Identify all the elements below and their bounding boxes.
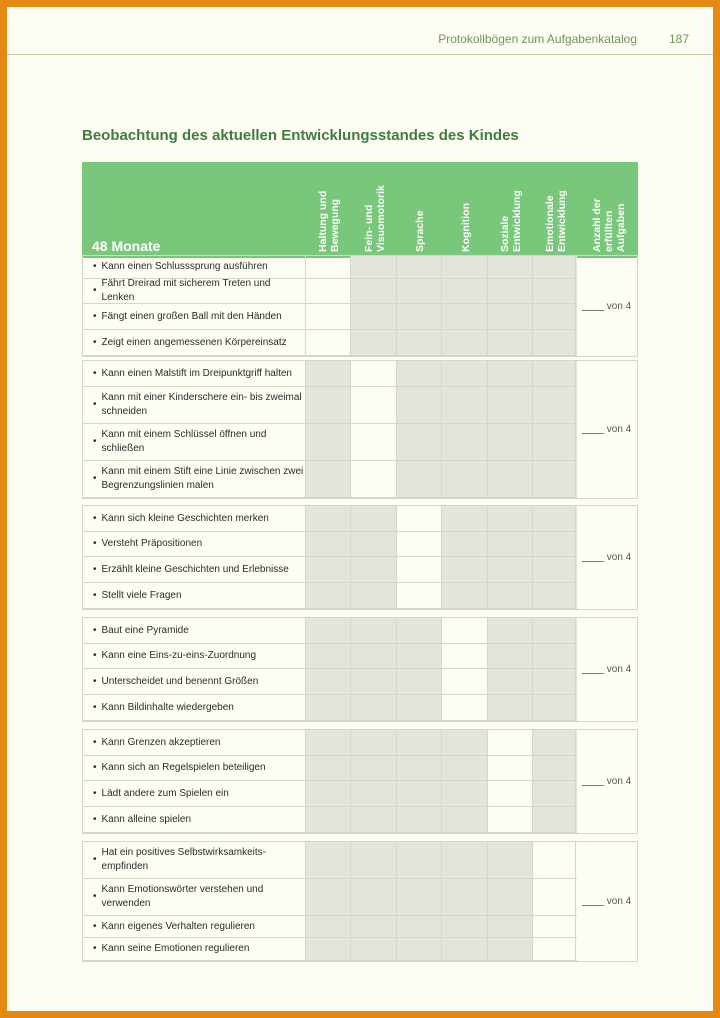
shaded-cell	[532, 424, 577, 460]
shaded-cell	[441, 781, 487, 806]
table-row	[83, 387, 577, 424]
count-blank-line[interactable]	[582, 302, 604, 311]
check-cell[interactable]	[532, 842, 577, 878]
shaded-cell	[396, 256, 441, 278]
bullet-icon: •	[93, 920, 97, 932]
task-text: Kann alleine spielen	[101, 813, 192, 825]
bullet-icon: •	[93, 589, 97, 601]
task-label	[83, 879, 305, 915]
shaded-cell	[350, 279, 396, 303]
shaded-cell	[350, 583, 396, 608]
running-title: Protokollbögen zum Aufgabenkatalog	[438, 32, 637, 46]
bullet-icon: •	[93, 399, 97, 410]
age-label: 48 Monate	[92, 238, 161, 254]
shaded-cell	[350, 916, 396, 937]
task-text: Kann mit einem Schlüssel öffnen und schließen	[101, 429, 267, 454]
shaded-cell	[305, 532, 350, 556]
table-row	[83, 730, 577, 756]
count-suffix: von 4	[606, 896, 632, 907]
bullet-icon: •	[93, 285, 97, 296]
task-text: Kann eigenes Verhalten regulieren	[101, 920, 255, 932]
task-label	[83, 361, 305, 386]
task-text: Kann einen Malstift im Dreipunktgriff halten	[101, 367, 292, 379]
shaded-cell	[441, 807, 487, 832]
shaded-cell	[487, 583, 532, 608]
task-label	[83, 387, 305, 423]
check-cell[interactable]	[350, 461, 396, 497]
shaded-cell	[487, 842, 532, 878]
shaded-cell	[487, 557, 532, 582]
shaded-cell	[305, 756, 350, 780]
table-row	[83, 256, 577, 279]
table-row	[83, 279, 577, 304]
shaded-cell	[532, 756, 577, 780]
shaded-cell	[396, 730, 441, 755]
task-text: Stellt viele Fragen	[101, 589, 182, 601]
shaded-cell	[396, 781, 441, 806]
count-suffix: von 4	[606, 664, 632, 675]
shaded-cell	[532, 644, 577, 668]
task-text: Lädt andere zum Spielen ein	[101, 787, 229, 799]
shaded-cell	[441, 532, 487, 556]
count-blank-line[interactable]	[582, 897, 604, 906]
fulfilled-count-cell[interactable]	[575, 361, 637, 498]
count-blank-line[interactable]	[582, 553, 604, 562]
shaded-cell	[487, 695, 532, 720]
shaded-cell	[487, 938, 532, 960]
check-cell[interactable]	[532, 916, 577, 937]
bullet-icon: •	[93, 624, 97, 636]
col-header-kognition: Kognition	[460, 203, 472, 252]
task-label	[83, 506, 305, 531]
table-row	[83, 304, 577, 330]
shaded-cell	[350, 330, 396, 355]
bullet-icon: •	[93, 891, 97, 902]
task-label	[83, 807, 305, 832]
bullet-icon: •	[93, 701, 97, 713]
check-cell[interactable]	[350, 387, 396, 423]
task-text: Kann seine Emotionen regulieren	[101, 943, 250, 954]
bullet-icon: •	[93, 310, 97, 322]
bullet-icon: •	[93, 261, 97, 272]
shaded-cell	[487, 424, 532, 460]
count-suffix: von 4	[606, 776, 632, 787]
count-suffix: von 4	[606, 552, 632, 563]
task-label	[83, 583, 305, 608]
task-label	[83, 916, 305, 937]
task-text: Hat ein positives Selbstwirksamkeits-empfinden	[101, 847, 267, 872]
task-text: Zeigt einen angemessenen Körpereinsatz	[101, 336, 287, 348]
bullet-icon: •	[93, 762, 97, 773]
shaded-cell	[532, 279, 577, 303]
shaded-cell	[487, 330, 532, 355]
shaded-cell	[441, 304, 487, 329]
col-header-feinmotorik: Fein- und Visuomotorik	[363, 185, 387, 252]
shaded-cell	[305, 807, 350, 832]
page-header	[7, 7, 713, 55]
shaded-cell	[305, 583, 350, 608]
table-row	[83, 618, 577, 644]
shaded-cell	[487, 461, 532, 497]
fulfilled-count-cell[interactable]	[575, 842, 637, 961]
check-cell[interactable]	[487, 756, 532, 780]
count-suffix: von 4	[606, 300, 632, 312]
shaded-cell	[350, 695, 396, 720]
shaded-cell	[487, 387, 532, 423]
shaded-cell	[350, 618, 396, 643]
bullet-icon: •	[93, 813, 97, 825]
shaded-cell	[441, 879, 487, 915]
shaded-cell	[487, 879, 532, 915]
check-cell[interactable]	[396, 506, 441, 531]
shaded-cell	[350, 842, 396, 878]
shaded-cell	[350, 532, 396, 556]
shaded-cell	[350, 506, 396, 531]
col-header-emotional: Emotionale Entwicklung	[544, 190, 568, 252]
shaded-cell	[441, 583, 487, 608]
task-block-4	[82, 617, 638, 722]
table-row	[83, 557, 577, 583]
shaded-cell	[441, 256, 487, 278]
shaded-cell	[441, 756, 487, 780]
check-cell[interactable]	[532, 879, 577, 915]
bullet-icon: •	[93, 854, 97, 865]
bullet-icon: •	[93, 367, 97, 379]
count-blank-line[interactable]	[582, 777, 604, 786]
shaded-cell	[305, 842, 350, 878]
bullet-icon: •	[93, 336, 97, 348]
shaded-cell	[305, 361, 350, 386]
table-header	[82, 162, 638, 258]
shaded-cell	[350, 669, 396, 694]
shaded-cell	[396, 879, 441, 915]
shaded-cell	[396, 842, 441, 878]
shaded-cell	[350, 879, 396, 915]
table-row	[83, 461, 577, 498]
fulfilled-count-cell[interactable]	[575, 506, 637, 609]
check-cell[interactable]	[350, 361, 396, 386]
table-row	[83, 879, 577, 916]
shaded-cell	[396, 361, 441, 386]
shaded-cell	[305, 730, 350, 755]
table-row	[83, 807, 577, 833]
shaded-cell	[305, 461, 350, 497]
table-row	[83, 669, 577, 695]
task-text: Kann mit einer Kinderschere ein- bis zweimal schneiden	[101, 392, 302, 417]
bullet-icon: •	[93, 650, 97, 661]
task-label	[83, 279, 305, 303]
task-text: Versteht Präpositionen	[101, 538, 203, 549]
task-block-3	[82, 505, 638, 610]
shaded-cell	[532, 387, 577, 423]
table-row	[83, 756, 577, 781]
shaded-cell	[532, 781, 577, 806]
shaded-cell	[532, 256, 577, 278]
shaded-cell	[350, 256, 396, 278]
shaded-cell	[350, 304, 396, 329]
table-row	[83, 506, 577, 532]
shaded-cell	[396, 304, 441, 329]
table-row	[83, 695, 577, 721]
table-row	[83, 330, 577, 356]
shaded-cell	[441, 279, 487, 303]
shaded-cell	[532, 618, 577, 643]
bullet-icon: •	[93, 512, 97, 524]
col-header-sozial: Soziale Entwicklung	[499, 190, 523, 252]
shaded-cell	[487, 532, 532, 556]
shaded-cell	[532, 304, 577, 329]
task-label	[83, 695, 305, 720]
check-cell[interactable]	[305, 279, 350, 303]
shaded-cell	[487, 506, 532, 531]
shaded-cell	[441, 361, 487, 386]
shaded-cell	[487, 644, 532, 668]
shaded-cell	[350, 938, 396, 960]
shaded-cell	[350, 730, 396, 755]
shaded-cell	[305, 618, 350, 643]
shaded-cell	[305, 781, 350, 806]
table-row	[83, 424, 577, 461]
task-block-5	[82, 729, 638, 834]
shaded-cell	[350, 557, 396, 582]
shaded-cell	[532, 461, 577, 497]
shaded-cell	[532, 532, 577, 556]
shaded-cell	[396, 461, 441, 497]
shaded-cell	[396, 424, 441, 460]
table-row	[83, 532, 577, 557]
shaded-cell	[441, 730, 487, 755]
shaded-cell	[441, 842, 487, 878]
task-label	[83, 781, 305, 806]
shaded-cell	[487, 669, 532, 694]
table-row	[83, 583, 577, 609]
bullet-icon: •	[93, 538, 97, 549]
table-row	[83, 361, 577, 387]
table-row	[83, 938, 577, 961]
check-cell[interactable]	[487, 807, 532, 832]
task-block-2	[82, 360, 638, 499]
shaded-cell	[350, 781, 396, 806]
task-text: Kann Grenzen akzeptieren	[101, 736, 221, 748]
task-text: Kann eine Eins-zu-eins-Zuordnung	[101, 650, 257, 661]
shaded-cell	[305, 879, 350, 915]
task-label	[83, 256, 305, 278]
shaded-cell	[350, 807, 396, 832]
task-text: Kann sich kleine Geschichten merken	[101, 512, 269, 524]
table-row	[83, 781, 577, 807]
shaded-cell	[396, 618, 441, 643]
shaded-cell	[532, 557, 577, 582]
shaded-cell	[532, 583, 577, 608]
shaded-cell	[441, 461, 487, 497]
task-text: Unterscheidet und benennt Größen	[101, 675, 259, 687]
shaded-cell	[487, 916, 532, 937]
bullet-icon: •	[93, 563, 97, 575]
shaded-cell	[350, 644, 396, 668]
shaded-cell	[305, 644, 350, 668]
task-text: Kann einen Schlusssprung ausführen	[101, 261, 268, 272]
shaded-cell	[487, 361, 532, 386]
task-label	[83, 644, 305, 668]
check-cell[interactable]	[532, 938, 577, 960]
check-cell[interactable]	[396, 532, 441, 556]
task-label	[83, 938, 305, 960]
check-cell[interactable]	[441, 695, 487, 720]
shaded-cell	[305, 424, 350, 460]
check-cell[interactable]	[441, 644, 487, 668]
shaded-cell	[441, 557, 487, 582]
shaded-cell	[532, 330, 577, 355]
shaded-cell	[305, 695, 350, 720]
task-label	[83, 756, 305, 780]
shaded-cell	[305, 916, 350, 937]
task-block-6	[82, 841, 638, 962]
task-text: Fängt einen großen Ball mit den Händen	[101, 310, 282, 322]
fulfilled-count-cell[interactable]	[575, 618, 637, 721]
count-suffix: von 4	[606, 424, 632, 435]
task-text: Kann Bildinhalte wiedergeben	[101, 701, 234, 713]
shaded-cell	[396, 695, 441, 720]
bullet-icon: •	[93, 436, 97, 447]
shaded-cell	[441, 424, 487, 460]
check-cell[interactable]	[305, 256, 350, 278]
check-cell[interactable]	[441, 618, 487, 643]
shaded-cell	[441, 916, 487, 937]
task-text: Baut eine Pyramide	[101, 624, 189, 636]
shaded-cell	[441, 387, 487, 423]
table-row	[83, 916, 577, 938]
check-cell[interactable]	[487, 781, 532, 806]
shaded-cell	[305, 387, 350, 423]
shaded-cell	[487, 304, 532, 329]
task-text: Kann mit einem Stift eine Linie zwischen zwei Begrenzungslinien malen	[101, 466, 304, 491]
shaded-cell	[396, 669, 441, 694]
task-label	[83, 669, 305, 694]
shaded-cell	[396, 387, 441, 423]
task-label	[83, 424, 305, 460]
bullet-icon: •	[93, 787, 97, 799]
task-label	[83, 330, 305, 355]
shaded-cell	[305, 938, 350, 960]
shaded-cell	[396, 330, 441, 355]
count-blank-line[interactable]	[582, 425, 604, 434]
section-title: Beobachtung des aktuellen Entwicklungsstandes des Kindes	[82, 127, 519, 144]
check-cell[interactable]	[396, 557, 441, 582]
check-cell[interactable]	[305, 304, 350, 329]
shaded-cell	[441, 938, 487, 960]
task-label	[83, 618, 305, 643]
shaded-cell	[396, 807, 441, 832]
task-label	[83, 842, 305, 878]
shaded-cell	[305, 506, 350, 531]
shaded-cell	[396, 756, 441, 780]
task-block-1	[82, 255, 638, 357]
shaded-cell	[396, 938, 441, 960]
shaded-cell	[305, 557, 350, 582]
bullet-icon: •	[93, 943, 97, 954]
table-row	[83, 842, 577, 879]
shaded-cell	[532, 361, 577, 386]
task-label	[83, 532, 305, 556]
page-number: 187	[668, 32, 689, 46]
shaded-cell	[487, 279, 532, 303]
task-text: Erzählt kleine Geschichten und Erlebnisse	[101, 563, 289, 575]
count-blank-line[interactable]	[582, 665, 604, 674]
check-cell[interactable]	[350, 424, 396, 460]
task-label	[83, 461, 305, 497]
shaded-cell	[532, 807, 577, 832]
check-cell[interactable]	[396, 583, 441, 608]
shaded-cell	[532, 506, 577, 531]
check-cell[interactable]	[305, 330, 350, 355]
task-label	[83, 557, 305, 582]
shaded-cell	[487, 256, 532, 278]
shaded-cell	[305, 669, 350, 694]
bullet-icon: •	[93, 473, 97, 484]
shaded-cell	[396, 279, 441, 303]
shaded-cell	[532, 695, 577, 720]
fulfilled-count-cell[interactable]	[575, 730, 637, 833]
fulfilled-count-cell[interactable]	[575, 256, 637, 356]
document-page	[7, 7, 713, 1011]
shaded-cell	[350, 756, 396, 780]
task-label	[83, 304, 305, 329]
task-text: Fährt Dreirad mit sicherem Treten und Lenken	[101, 278, 271, 303]
shaded-cell	[441, 330, 487, 355]
shaded-cell	[532, 730, 577, 755]
task-label	[83, 730, 305, 755]
table-row	[83, 644, 577, 669]
shaded-cell	[532, 669, 577, 694]
col-header-haltung: Haltung und Bewegung	[317, 190, 341, 252]
task-text: Kann Emotionswörter verstehen und verwenden	[101, 884, 264, 909]
col-header-anzahl: Anzahl der erfüllten Aufgaben	[591, 198, 627, 252]
shaded-cell	[396, 644, 441, 668]
shaded-cell	[487, 618, 532, 643]
shaded-cell	[396, 916, 441, 937]
bullet-icon: •	[93, 675, 97, 687]
task-text: Kann sich an Regelspielen beteiligen	[101, 762, 266, 773]
check-cell[interactable]	[441, 669, 487, 694]
col-header-sprache: Sprache	[414, 210, 426, 252]
bullet-icon: •	[93, 736, 97, 748]
shaded-cell	[441, 506, 487, 531]
check-cell[interactable]	[487, 730, 532, 755]
